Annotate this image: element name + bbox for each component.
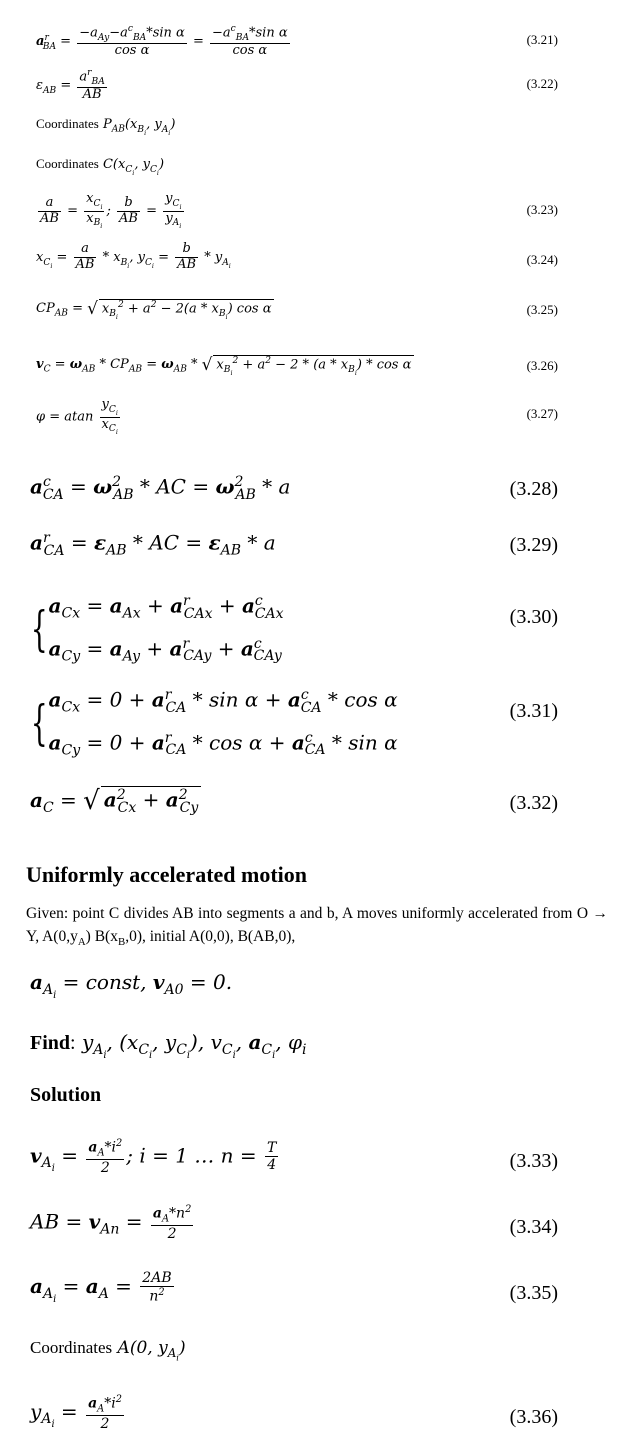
equation-body: $y_{A_i}$ = $\frac{a_A*i^2}{2}$ bbox=[30, 1394, 122, 1432]
equation-body: $a^r_{CA} = \varepsilon_{AB}$ * AC = $\varepsilon_{AB}$ * a bbox=[30, 530, 276, 559]
equation-number: (3.31) bbox=[509, 700, 558, 722]
equation-body: AB = $v_{An}$ = $\frac{a_A*n^2}{2}$ bbox=[30, 1204, 192, 1242]
equation-body: {$a_{Cx} = 0 + a^r_{CA} * \sin \alpha + a^c_{CA} * \cos \alpha$ $a_{Cy} = 0 + a^r_{CA} * \cos \alpha + a^c_{CA} * \sin \alpha$ bbox=[30, 687, 398, 759]
equation-body: $a_C$ = √ $a^2_{Cx} + a^2_{Cy}$ bbox=[30, 786, 201, 816]
equation-number: (3.35) bbox=[509, 1282, 558, 1304]
equation-row bbox=[0, 1136, 622, 1186]
equation-row bbox=[0, 1392, 622, 1442]
coordinates-c: Coordinates $C(x_{C_i}$, $y_{C_i}$) bbox=[36, 156, 165, 177]
equation-row bbox=[0, 396, 622, 438]
solution-label: Solution bbox=[30, 1084, 102, 1106]
equation-number: (3.36) bbox=[509, 1406, 558, 1428]
equation-body: $v_C = \omega_{AB} * CP_{AB} = \omega_{AB}$ * √ $x_{B_i}^2 + a^2 - 2 * (a * x_{B_i}) * \cos \alpha$ bbox=[36, 354, 414, 376]
equation-row bbox=[0, 190, 622, 232]
equation-number: (3.32) bbox=[509, 792, 558, 814]
equation-number: (3.24) bbox=[526, 252, 558, 267]
equation-row bbox=[0, 526, 622, 566]
equation-body: $a_{A_i} = a_A$ = $\frac{2AB}{n^2}$ bbox=[30, 1270, 172, 1305]
equation-body: $a^r_{BA}$ = $\frac{-a_{Ay}-a^c_{BA}*\sin \alpha}{\text{cos α}}$ = $\frac{-a^c_{BA}*\sin \alpha}{\text{cos α}}$ bbox=[36, 24, 288, 59]
equation-body: φ = atan $\frac{y_{C_i}}{x_{C_i}}$ bbox=[36, 397, 118, 437]
equation-body: $v_{A_i}$ = $\frac{a_A*i^2}{2}$ ; i = 1 … n = $\frac{T}{4}$ bbox=[30, 1138, 277, 1176]
given-paragraph: Given: point C divides AB into segments a and b, A moves uniformly accelerated from O → Y, $A(0,y_A)$ $B(x_B,0)$, initial A(0,0), B(AB,0), bbox=[26, 905, 608, 949]
equation-number: (3.27) bbox=[526, 406, 558, 421]
section-title: Uniformly accelerated motion bbox=[26, 862, 308, 887]
text-line bbox=[0, 1338, 622, 1368]
text-line bbox=[0, 1028, 622, 1064]
text-line bbox=[0, 116, 622, 142]
equation-number: (3.25) bbox=[526, 302, 558, 317]
equation-body: $x_{C_i}$ = $\frac{a}{AB}$ * $x_{B_i}$, $y_{C_i}$ = $\frac{b}{AB}$ * $y_{A_i}$ bbox=[36, 241, 231, 272]
equation-number: (3.33) bbox=[509, 1150, 558, 1172]
equation-number: (3.26) bbox=[526, 358, 558, 373]
equation-row bbox=[0, 348, 622, 384]
equation-row bbox=[0, 1202, 622, 1252]
equation-row bbox=[0, 292, 622, 328]
given-constants: $a_{A_i}$ = const, $v_{A0} = 0$. bbox=[30, 970, 233, 1001]
equation-row bbox=[0, 1268, 622, 1318]
equation-number: (3.21) bbox=[526, 32, 558, 47]
equation-body: $\varepsilon_{AB}$ = $\frac{a^r_{BA}}{AB}$ bbox=[36, 68, 105, 103]
equation-number: (3.30) bbox=[509, 606, 558, 628]
find-line: Find: $y_{A_i}$, ($x_{C_i}$, $y_{C_i}$), $v_{C_i}$, $a_{C_i}$, $\varphi_i$ bbox=[30, 1030, 307, 1061]
equation-row bbox=[0, 470, 622, 510]
equation-body: $CP_{AB}$ = √ $x_{B_i}^2 + a^2 - 2(a * x_{B_i})$ cos α bbox=[36, 298, 274, 320]
equation-row bbox=[0, 66, 622, 106]
equation-body: $\frac{a}{AB}$ = $\frac{x_{C_i}}{x_{B_i}}$ ; $\frac{b}{AB}$ = $\frac{y_{C_i}}{y_{A_i}}$ bbox=[40, 191, 182, 231]
equation-number: (3.22) bbox=[526, 76, 558, 91]
equation-number: (3.28) bbox=[509, 478, 558, 500]
equation-body: $a^c_{CA} = \omega^2_{AB}$ * AC = $\omega^2_{AB}$ * a bbox=[30, 474, 291, 503]
equation-number: (3.29) bbox=[509, 534, 558, 556]
equation-row bbox=[0, 968, 622, 1004]
equation-row bbox=[0, 782, 622, 828]
equation-body: {$a_{Cx} = a_{Ax} + a^r_{CAx} + a^c_{CAx}$ $a_{Cy} = a_{Ay} + a^r_{CAy} + a^c_{CAy}$ bbox=[30, 593, 284, 665]
coordinates-pab: Coordinates $P_{AB}(x_{B_i}$, $y_{A_i}$) bbox=[36, 116, 176, 137]
coordinates-a: Coordinates A(0, $y_{A_i}$) bbox=[30, 1338, 186, 1363]
text-line bbox=[0, 156, 622, 182]
equation-number: (3.23) bbox=[526, 202, 558, 217]
equation-row bbox=[0, 678, 622, 759]
equation-row bbox=[0, 22, 622, 62]
equation-row bbox=[0, 584, 622, 665]
equation-number: (3.34) bbox=[509, 1216, 558, 1238]
equation-row bbox=[0, 240, 622, 282]
